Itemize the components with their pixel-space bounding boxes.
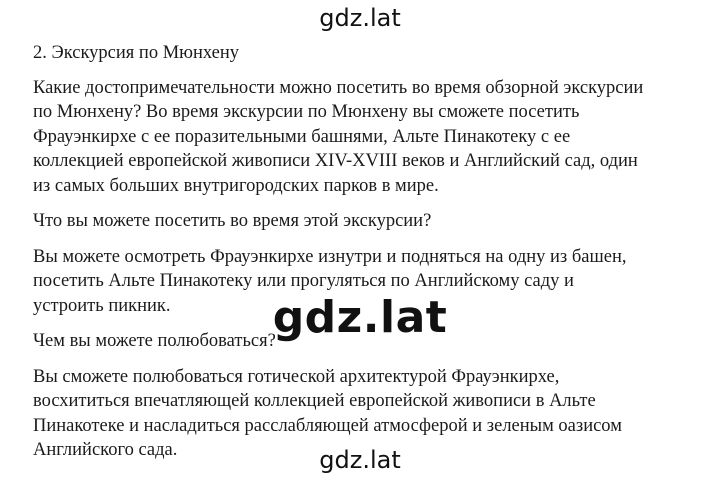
text-line: по Мюнхену? Во время экскурсии по Мюнхену вы сможете посетить (33, 102, 580, 122)
text-line: Какие достопримечательности можно посетить во время обзорной экскурсии (33, 77, 644, 98)
watermark-bottom: gdz.lat (319, 446, 401, 474)
text-line: посетить Альте Пинакотеку или прогуляться по Английскому саду и (33, 271, 574, 291)
text-line: Что вы можете посетить во время этой экскурсии? (33, 211, 432, 231)
document-body (33, 41, 703, 474)
text-line: устроить пикник. (33, 295, 171, 316)
text-line: Чем вы можете полюбоваться? (33, 331, 276, 351)
text-line: Фрауэнкирхе с ее поразительными башнями, Альте Пинакотеку с ее (33, 126, 571, 147)
text-line: Вы можете осмотреть Фрауэнкирхе изнутри и подняться на одну из башен, (33, 246, 627, 267)
text-line: Английского сада. (33, 440, 178, 460)
text-line: восхититься впечатляющей коллекцией европейской живописи в Альте (33, 391, 596, 411)
watermark-middle: gdz.lat (272, 292, 448, 343)
watermark-top: gdz.lat (319, 4, 401, 32)
paragraph-question-2 (33, 209, 703, 234)
paragraph-question-1 (33, 76, 703, 199)
text-line: коллекцией европейской живописи XIV-XVIII веков и Английский сад, один (33, 151, 638, 171)
text-line: Вы сможете полюбоваться готической архитектурой Фрауэнкирхе, (33, 366, 560, 387)
text-line: из самых больших внутригородских парков в мире. (33, 175, 439, 196)
section-heading: 2. Экскурсия по Мюнхену (33, 43, 240, 63)
text-line: Пинакотеке и насладиться расслабляющей атмосферой и зеленым оазисом (33, 415, 622, 436)
